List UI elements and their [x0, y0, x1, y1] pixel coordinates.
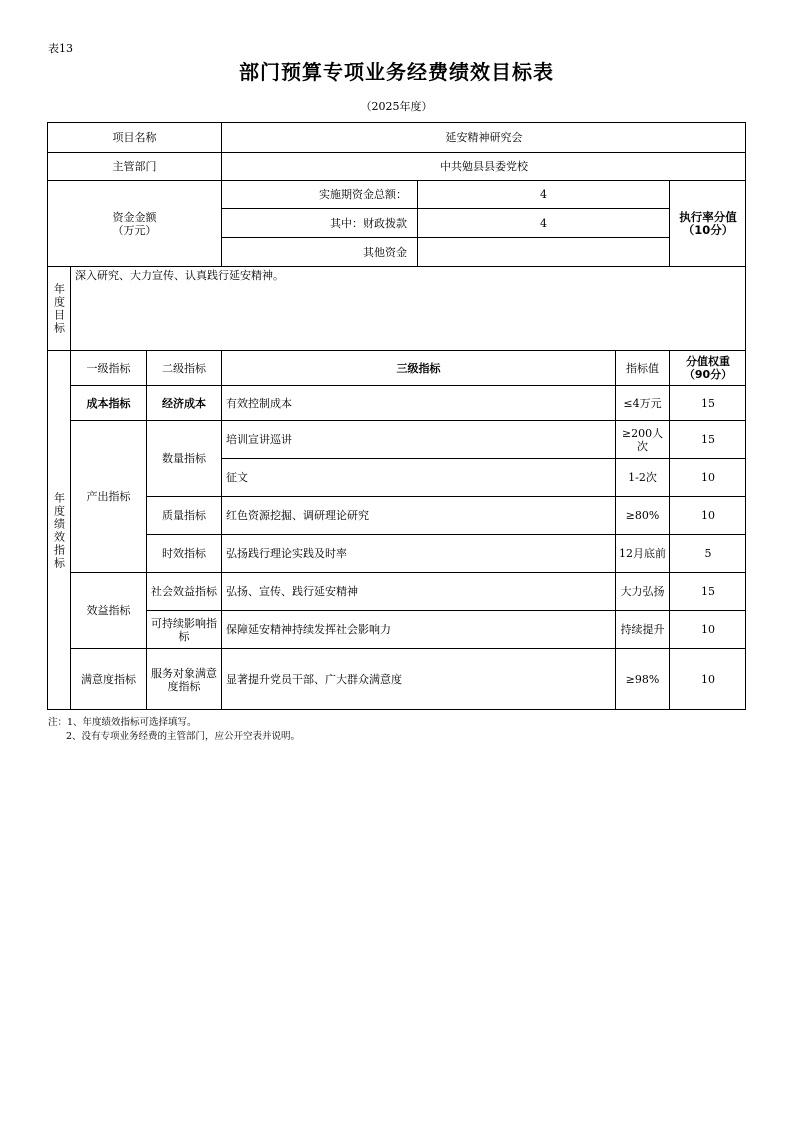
header-level1: 一级指标 — [71, 351, 147, 386]
quantity-1-weight: 15 — [670, 421, 746, 459]
social-benefit-l3: 弘扬、宣传、践行延安精神 — [222, 573, 616, 611]
quantity-indicator-l2: 数量指标 — [147, 421, 222, 497]
satisfaction-indicator-l1: 满意度指标 — [71, 649, 147, 710]
header-level2: 二级指标 — [147, 351, 222, 386]
fiscal-funds-label: 其中：财政拨款 — [222, 209, 418, 238]
fund-amount-label: 资金金额 （万元） — [48, 181, 222, 267]
header-indicator-value: 指标值 — [616, 351, 670, 386]
footnotes — [48, 716, 300, 744]
quantity-2-l3: 征文 — [222, 459, 616, 497]
sustainable-impact-weight: 10 — [670, 611, 746, 649]
satisfaction-indicator-weight: 10 — [701, 673, 715, 686]
quantity-1-l3: 培训宣讲巡讲 — [222, 421, 616, 459]
execution-rate-score: 执行率分值 （10分） — [670, 181, 746, 267]
sustainable-impact-l2: 可持续影响指标 — [147, 611, 222, 649]
footnote-1: 注：1、年度绩效指标可选择填写。 — [48, 717, 197, 728]
sustainable-impact-l3: 保障延安精神持续发挥社会影响力 — [222, 611, 616, 649]
quality-indicator-l3: 红色资源挖掘、调研理论研究 — [222, 497, 616, 535]
department-label: 主管部门 — [48, 153, 222, 181]
timeliness-indicator-l2: 时效指标 — [147, 535, 222, 573]
cost-indicator-l3: 有效控制成本 — [222, 386, 616, 421]
department-value: 中共勉县县委党校 — [222, 153, 746, 181]
cost-indicator-weight: 15 — [670, 386, 746, 421]
benefit-indicator-l1: 效益指标 — [71, 573, 147, 649]
cost-indicator-value: ≤4万元 — [616, 386, 670, 421]
timeliness-indicator-weight: 5 — [670, 535, 746, 573]
other-funds-label: 其他资金 — [222, 238, 418, 267]
quality-indicator-weight: 10 — [670, 497, 746, 535]
social-benefit-value: 大力弘扬 — [616, 573, 670, 611]
output-indicator-l1: 产出指标 — [71, 421, 147, 573]
timeliness-indicator-l3: 弘扬践行理论实践及时率 — [222, 535, 616, 573]
quantity-2-weight: 10 — [670, 459, 746, 497]
cost-indicator-l1: 成本指标 — [71, 386, 147, 421]
social-benefit-l2: 社会效益指标 — [147, 573, 222, 611]
sustainable-impact-value: 持续提升 — [616, 611, 670, 649]
social-benefit-weight: 15 — [670, 573, 746, 611]
quantity-1-value: ≥200人次 — [616, 421, 670, 459]
header-weight: 分值权重 （90分） — [670, 351, 746, 386]
satisfaction-indicator-value: ≥98% — [616, 649, 670, 710]
project-name-label: 项目名称 — [48, 123, 222, 153]
satisfaction-indicator-l3: 显著提升党员干部、广大群众满意度 — [222, 649, 616, 710]
quality-indicator-l2: 质量指标 — [147, 497, 222, 535]
total-funds-label: 实施期资金总额： — [222, 181, 418, 209]
timeliness-indicator-value: 12月底前 — [616, 535, 670, 573]
footnote-2: 2、没有专项业务经费的主管部门，应公开空表并说明。 — [66, 731, 301, 742]
project-name-value: 延安精神研究会 — [222, 123, 746, 153]
fiscal-year: （2025年度） — [360, 100, 433, 113]
other-funds-value — [418, 238, 670, 267]
indicators-side-label: 年度绩效指标 — [48, 351, 71, 710]
cost-indicator-l2: 经济成本 — [147, 386, 222, 421]
header-level3: 三级指标 — [222, 351, 616, 386]
quantity-2-value: 1-2次 — [616, 459, 670, 497]
annual-goal-label: 年度目标 — [48, 267, 71, 351]
performance-table — [47, 122, 746, 710]
fiscal-funds-value: 4 — [418, 209, 670, 238]
annual-goal-text: 深入研究、大力宣传、认真践行延安精神。 — [71, 267, 746, 351]
satisfaction-indicator-l2: 服务对象满意度指标 — [147, 649, 222, 710]
page-title: 部门预算专项业务经费绩效目标表 — [239, 60, 554, 84]
table-number: 表13 — [48, 42, 73, 55]
total-funds-value: 4 — [418, 181, 670, 209]
quality-indicator-value: ≥80% — [616, 497, 670, 535]
